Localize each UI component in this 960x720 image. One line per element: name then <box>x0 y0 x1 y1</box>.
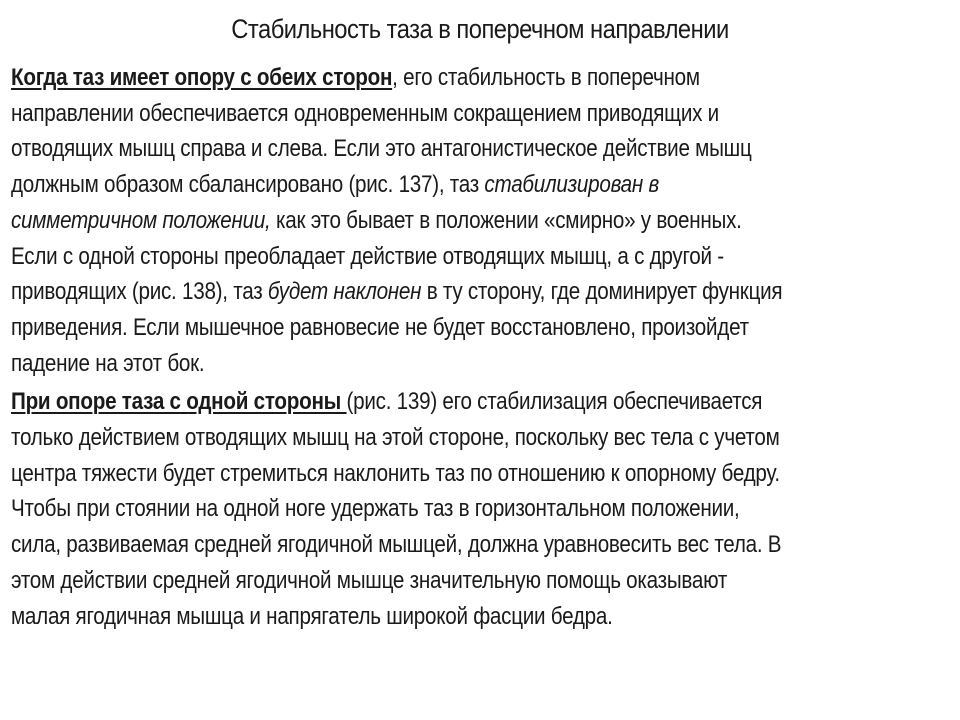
text-line: сила, развиваемая средней ягодичной мышцей, должна уравновесить вес тела. В <box>11 531 782 559</box>
lead-phrase-bilateral: Когда таз имеет опору с обеих сторон <box>11 64 393 91</box>
text-line: этом действии средней ягодичной мышце значительную помощь оказывают <box>11 566 728 594</box>
text-line: центра тяжести будет стремиться наклонить таз по отношению к опорному бедру. <box>11 459 780 487</box>
paragraph-bilateral-support <box>11 60 927 381</box>
emphasis-stabilized: стабилизирован в <box>484 171 659 199</box>
text-span: приводящих (рис. 138), таз <box>11 278 268 306</box>
text-line: направлении обеспечивается одновременным сокращением приводящих и <box>11 99 719 127</box>
text-line: падение на этот бок. <box>11 349 205 377</box>
emphasis-tilted: будет наклонен <box>267 278 422 306</box>
text-line: отводящих мышц справа и слева. Если это антагонистическое действие мышц <box>11 135 752 163</box>
slide-title: Стабильность таза в поперечном направлении <box>231 14 729 44</box>
emphasis-symmetric: симметричном положении, <box>11 206 271 234</box>
slide-body <box>11 60 927 634</box>
text-line: приведения. Если мышечное равновесие не будет восстановлено, произойдет <box>11 313 749 341</box>
text-line: только действием отводящих мышц на этой стороне, поскольку вес тела с учетом <box>11 424 780 452</box>
text-span: (рис. 139) его стабилизация обеспечивается <box>346 388 763 416</box>
text-line <box>11 203 927 239</box>
text-line: Если с одной стороны преобладает действие отводящих мышц, а с другой - <box>11 242 724 270</box>
text-line: малая ягодичная мышца и напрягатель широкой фасции бедра. <box>11 602 613 630</box>
paragraph-unilateral-support <box>11 384 927 634</box>
text-line <box>11 384 927 420</box>
text-line <box>11 60 927 96</box>
text-span: , его стабильность в поперечном <box>392 64 700 91</box>
lead-phrase-unilateral: При опоре таза с одной стороны <box>11 388 347 416</box>
text-span: в ту сторону, где доминирует функция <box>421 278 783 306</box>
text-span: должным образом сбалансировано (рис. 137), таз <box>11 171 485 199</box>
text-span: как это бывает в положении «смирно» у военных. <box>270 206 742 234</box>
text-line: Чтобы при стоянии на одной ноге удержать таз в горизонтальном положении, <box>11 495 740 523</box>
text-line <box>11 274 927 310</box>
text-line <box>11 167 927 203</box>
